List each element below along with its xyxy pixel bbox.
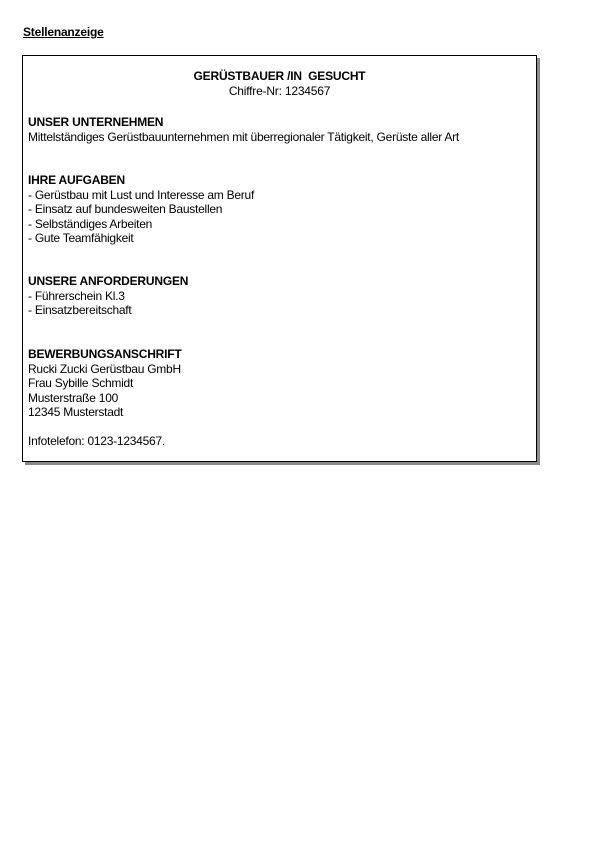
section-company <box>28 115 532 144</box>
job-ad-title: GERÜSTBAUER /IN GESUCHT <box>193 69 366 83</box>
task-item: - Gerüstbau mit Lust und Interesse am Beruf <box>28 187 255 202</box>
section-requirements <box>28 274 532 318</box>
requirement-item: - Einsatzbereitschaft <box>28 303 132 317</box>
job-ad-box <box>22 55 537 462</box>
address-line: 12345 Musterstadt <box>28 405 124 419</box>
info-phone: Infotelefon: 0123-1234567. <box>28 434 165 448</box>
section-title: IHRE AUFGABEN <box>28 173 125 187</box>
section-title: BEWERBUNGSANSCHRIFT <box>28 347 182 361</box>
document-heading: Stellenanzeige <box>23 25 104 39</box>
company-description: Mittelständiges Gerüstbauunternehmen mit überregionaler Tätigkeit, Gerüste aller Art <box>28 129 460 144</box>
address-line: Musterstraße 100 <box>28 390 119 405</box>
requirement-item: - Führerschein Kl.3 <box>28 288 125 303</box>
reference-number: Chiffre-Nr: 1234567 <box>228 84 331 98</box>
task-item: - Einsatz auf bundesweiten Baustellen <box>28 202 223 216</box>
section-tasks <box>28 173 532 246</box>
task-item: - Selbständiges Arbeiten <box>28 216 153 231</box>
section-title: UNSERE ANFORDERUNGEN <box>28 274 189 288</box>
task-item: - Gute Teamfähigkeit <box>28 231 134 245</box>
address-line: Rucki Zucki Gerüstbau GmbH <box>28 361 181 376</box>
section-application-address <box>28 347 532 420</box>
section-title: UNSER UNTERNEHMEN <box>28 115 164 129</box>
address-line: Frau Sybille Schmidt <box>28 376 134 390</box>
